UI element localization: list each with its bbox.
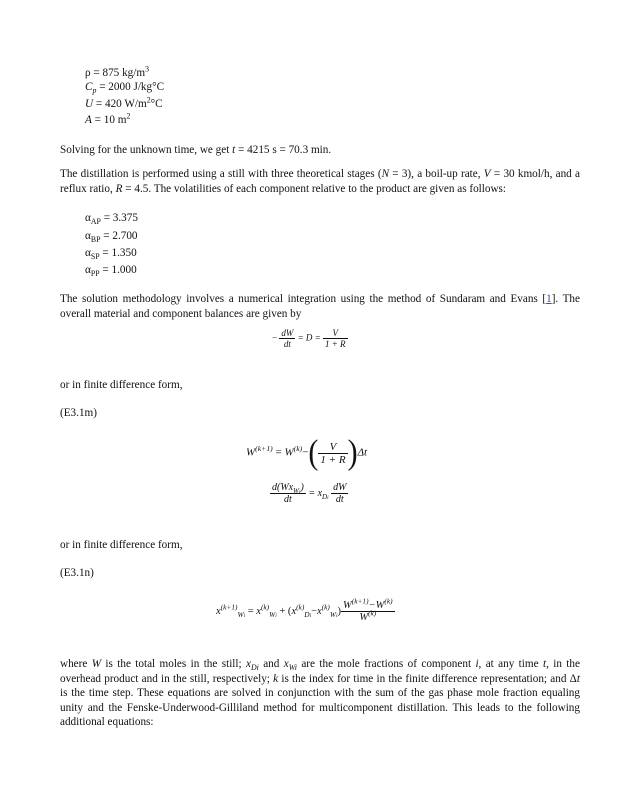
solving-paragraph: Solving for the unknown time, we get t = 4215 s = 70.3 min.: [60, 144, 332, 156]
property-density: ρ = 875 $kg/m^3$: [85, 64, 149, 79]
distillation-paragraph: The distillation is performed using a still with three theoretical stages (N = 3), a boil-up rate, V = 30 kmol/h, and a reflux ratio, R = 4.5. The volatilities of each component relative to the product are given as follows:: [60, 168, 580, 195]
closing-paragraph: where W is the total moles in the still; $x_{Di}$ and $x_{Wi}$ are the mole fractions of component i, at any time t, in the overhead product and in the still, respectively; k is the index for time in the finite difference representation; and Δt is the time step. These equations are solved in conjunction with the sum of the gas phase mole fraction equaling unity and the Fenske-Underwood-Gilliland method for multicomponent distillation. This leads to the following additional equations:: [60, 658, 580, 729]
reference-link[interactable]: 1: [546, 293, 552, 305]
equation-w-finite-difference: $W^{(k+1)} = W^{(k)}-$( $\frac{V}{1 + R}$ )Δt: [246, 433, 368, 472]
alpha-sp: $\alpha_{SP} = 1.350$: [85, 247, 137, 262]
alpha-pp: $\alpha_{PP} = 1.000$: [85, 264, 137, 279]
equation-x-finite-difference: $x^{(k+1)}_{Wi} = x^{(k)}_{Wi} + (x^{(k)}_{Di}-x^{(k)}_{Wi})$ $\frac{W^{(k+1)}-W^{(k)}}{W^{(k)}}$: [216, 596, 393, 623]
equation-component-balance: $\frac{d(Wx_{Wi})}{dt}$ = $x_{Di}$ $\frac{dW}{dt}$: [272, 482, 347, 505]
alpha-bp: $\alpha_{BP} = 2.700$: [85, 230, 138, 245]
property-heat-transfer-coefficient: U = 420 $W/m^2^\circ C$: [85, 95, 163, 110]
finite-difference-text-1: or in finite difference form,: [60, 379, 183, 391]
equation-label-m: (E3.1m): [60, 407, 97, 419]
alpha-ap: $\alpha_{AP} = 3.375$: [85, 212, 138, 227]
equation-label-n: (E3.1n): [60, 567, 94, 579]
finite-difference-text-2: or in finite difference form,: [60, 539, 183, 551]
equation-overall-balance: − $\frac{dW}{dt}$ = D = $\frac{V}{1 + R}$: [272, 328, 346, 349]
property-area: A = 10 $m^2$: [85, 111, 131, 126]
property-heat-capacity: $C_p = 2000$ J/kg°C: [85, 81, 165, 96]
methodology-paragraph: The solution methodology involves a numerical integration using the method of Sundaram and Evans [1]. The overall material and component balances are given by: [60, 293, 580, 320]
